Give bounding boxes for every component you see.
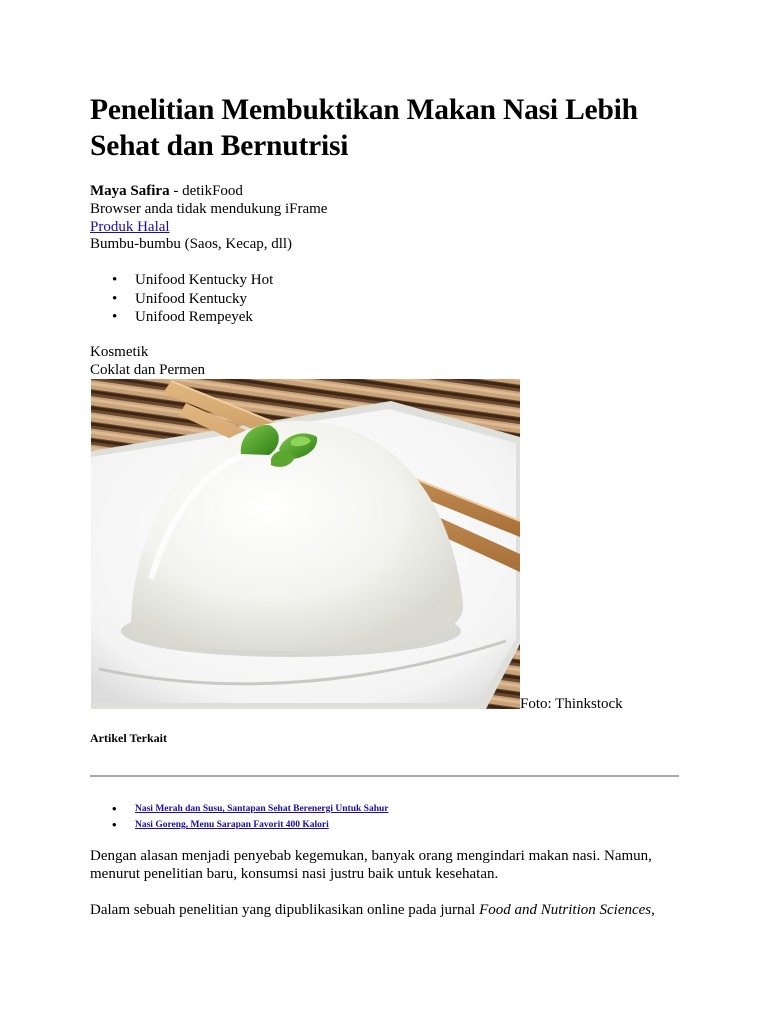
coklat-line: Coklat dan Permen bbox=[90, 362, 205, 378]
photo-caption: Foto: Thinkstock bbox=[520, 696, 623, 712]
rice-photo bbox=[91, 379, 520, 709]
article-title: Penelitian Membuktikan Makan Nasi Lebih Sehat dan Bernutrisi bbox=[90, 94, 638, 162]
bumbu-line: Bumbu-bumbu (Saos, Kecap, dll) bbox=[90, 236, 293, 252]
kosmetik-line: Kosmetik bbox=[90, 344, 149, 360]
source-name: - detikFood bbox=[169, 183, 243, 199]
paragraph-text: Dalam sebuah penelitian yang dipublikasikan online pada jurnal bbox=[90, 902, 480, 918]
byline bbox=[90, 182, 243, 200]
iframe-notice: Browser anda tidak mendukung iFrame bbox=[90, 201, 328, 217]
product-list bbox=[90, 271, 273, 327]
journal-name: Food and Nutrition Sciences bbox=[479, 902, 652, 918]
divider bbox=[90, 775, 679, 777]
related-article-link[interactable]: Nasi Merah dan Susu, Santapan Sehat Berenergi Untuk Sahur bbox=[135, 804, 389, 814]
produk-halal-line bbox=[90, 218, 170, 236]
author-name: Maya Safira bbox=[90, 183, 170, 199]
list-item: • Unifood Kentucky bbox=[90, 290, 273, 309]
list-item bbox=[90, 817, 388, 833]
produk-halal-link[interactable]: Produk Halal bbox=[90, 219, 170, 235]
list-item: • Unifood Rempeyek bbox=[90, 308, 273, 327]
related-articles-heading: Artikel Terkait bbox=[90, 731, 167, 745]
body-paragraph bbox=[90, 902, 680, 920]
list-item bbox=[90, 801, 388, 817]
list-item: • Unifood Kentucky Hot bbox=[90, 271, 273, 290]
related-article-link[interactable]: Nasi Goreng, Menu Sarapan Favorit 400 Kalori bbox=[135, 820, 329, 830]
paragraph-text: , bbox=[651, 902, 655, 918]
related-articles-list bbox=[90, 801, 388, 833]
body-paragraph: Dengan alasan menjadi penyebab kegemukan, banyak orang mengindari makan nasi. Namun, menurut penelitian baru, konsumsi nasi justru baik untuk kesehatan. bbox=[90, 848, 652, 882]
